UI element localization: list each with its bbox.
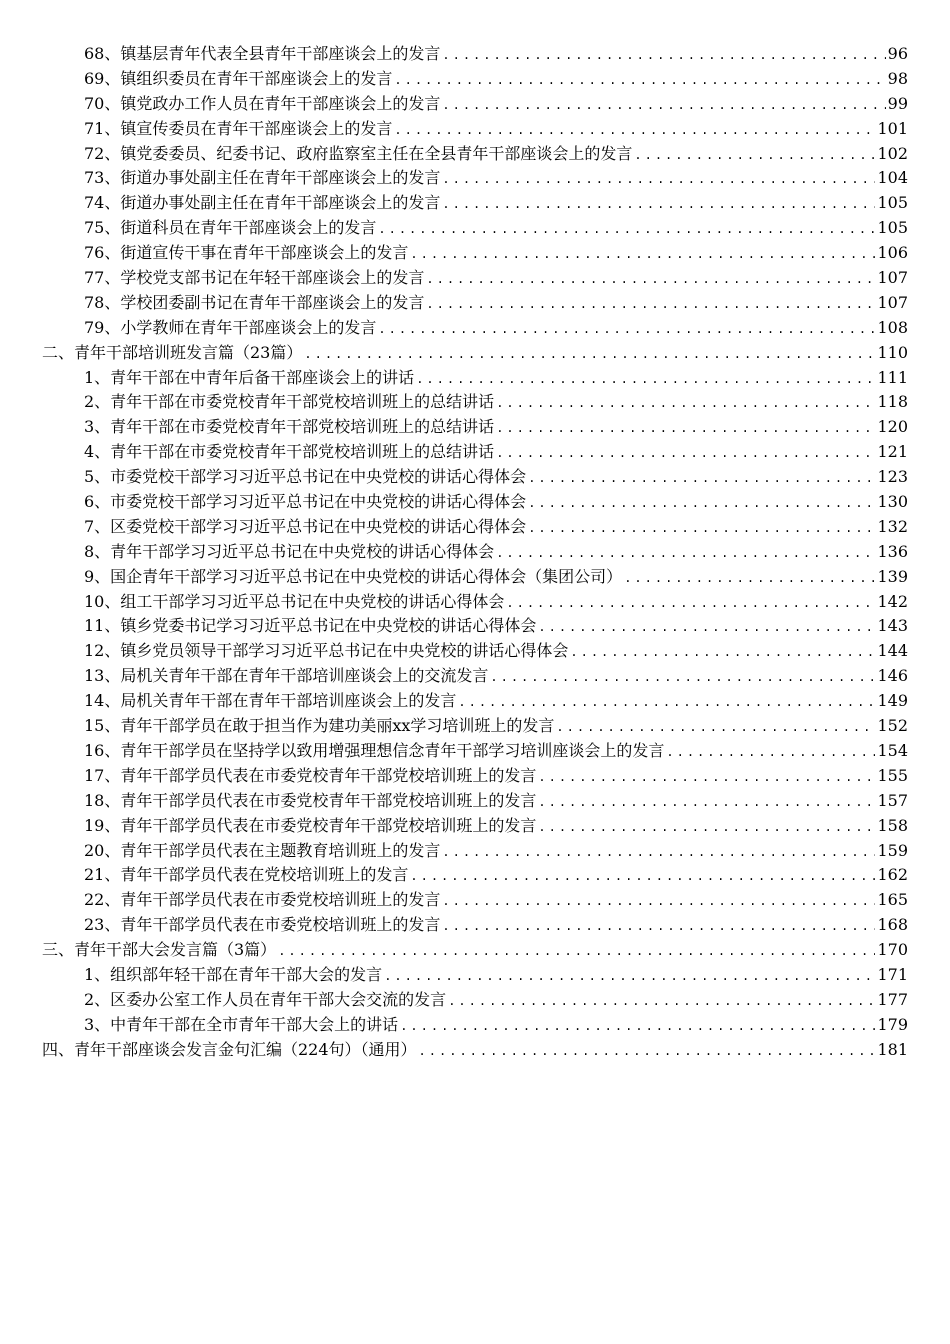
toc-entry-title: 12、镇乡党员领导干部学习习近平总书记在中央党校的讲话心得体会 [84, 641, 569, 661]
toc-entry[interactable] [42, 440, 908, 465]
toc-entry-title: 16、青年干部学员在坚持学以致用增强理想信念青年干部学习培训座谈会上的发言 [84, 740, 665, 760]
toc-entry[interactable] [42, 565, 908, 590]
toc-entry-title: 71、镇宣传委员在青年干部座谈会上的发言 [84, 118, 393, 138]
toc-entry-title: 5、市委党校干部学习习近平总书记在中央党校的讲话心得体会 [84, 467, 527, 487]
toc-entry-page-number: 179 [877, 1014, 908, 1034]
toc-entry[interactable] [42, 888, 908, 913]
toc-entry-title: 14、局机关青年干部在青年干部培训座谈会上的发言 [84, 691, 457, 711]
dot-leader [634, 143, 875, 168]
toc-entry-page-number: 121 [877, 442, 908, 462]
toc-entry-page-number: 99 [887, 93, 908, 113]
toc-entry-page-number: 110 [877, 342, 908, 362]
toc-entry-title: 19、青年干部学员代表在市委党校青年干部党校培训班上的发言 [84, 815, 537, 835]
toc-entry[interactable] [42, 366, 908, 391]
dot-leader [538, 615, 875, 640]
toc-entry-page-number: 107 [877, 268, 908, 288]
toc-entry-page-number: 136 [877, 541, 908, 561]
toc-entry-title: 1、青年干部在中青年后备干部座谈会上的讲话 [84, 367, 415, 387]
toc-entry-title: 69、镇组织委员在青年干部座谈会上的发言 [84, 68, 393, 88]
dot-leader [442, 167, 875, 192]
toc-entry-title: 76、街道宣传干事在青年干部座谈会上的发言 [84, 243, 409, 263]
dot-leader [304, 342, 875, 367]
toc-entry[interactable] [42, 614, 908, 639]
dot-leader [442, 889, 875, 914]
toc-section-entry[interactable] [42, 341, 908, 366]
toc-entry-page-number: 96 [887, 44, 908, 63]
dot-leader [419, 1039, 876, 1064]
dot-leader [442, 93, 885, 118]
dot-leader [426, 292, 875, 317]
toc-entry-page-number: 177 [877, 989, 908, 1009]
toc-entry[interactable] [42, 540, 908, 565]
toc-entry-title: 7、区委党校干部学习习近平总书记在中央党校的讲话心得体会 [84, 516, 527, 536]
dot-leader [624, 566, 875, 591]
toc-entry-page-number: 104 [877, 168, 908, 188]
toc-entry[interactable] [42, 390, 908, 415]
dot-leader [538, 815, 875, 840]
toc-entry-title: 78、学校团委副书记在青年干部座谈会上的发言 [84, 292, 425, 312]
toc-entry-page-number: 102 [877, 143, 908, 163]
dot-leader [416, 367, 875, 392]
dot-leader [506, 591, 875, 616]
toc-section-entry[interactable] [42, 938, 908, 963]
toc-entry[interactable] [42, 42, 908, 67]
toc-section-entry[interactable] [42, 1038, 908, 1063]
dot-leader [410, 864, 875, 889]
dot-leader [538, 765, 875, 790]
toc-entry-title: 11、镇乡党委书记学习习近平总书记在中央党校的讲话心得体会 [84, 616, 537, 636]
dot-leader [394, 68, 885, 93]
toc-entry[interactable] [42, 216, 908, 241]
toc-entry-page-number: 159 [877, 840, 908, 860]
dot-leader [490, 665, 875, 690]
toc-entry-title: 70、镇党政办工作人员在青年干部座谈会上的发言 [84, 93, 441, 113]
toc-entry-title: 72、镇党委委员、纪委书记、政府监察室主任在全县青年干部座谈会上的发言 [84, 143, 633, 163]
toc-entry[interactable] [42, 739, 908, 764]
toc-entry-page-number: 108 [877, 317, 908, 337]
toc-entry-title: 74、街道办事处副主任在青年干部座谈会上的发言 [84, 193, 441, 213]
toc-entry-title: 3、青年干部在市委党校青年干部党校培训班上的总结讲话 [84, 417, 495, 437]
dot-leader [538, 790, 875, 815]
toc-entry-page-number: 101 [877, 118, 908, 138]
toc-entry[interactable] [42, 142, 908, 167]
dot-leader [496, 441, 875, 466]
dot-leader [410, 242, 875, 267]
dot-leader [442, 914, 875, 939]
toc-entry-page-number: 132 [877, 516, 908, 536]
toc-entry[interactable] [42, 639, 908, 664]
toc-entry-title: 13、局机关青年干部在青年干部培训座谈会上的交流发言 [84, 666, 489, 686]
toc-entry[interactable] [42, 863, 908, 888]
toc-entry[interactable] [42, 191, 908, 216]
table-of-contents [42, 42, 908, 1063]
toc-entry-title: 23、青年干部学员代表在市委党校培训班上的发言 [84, 915, 441, 935]
toc-entry-title: 10、组工干部学习习近平总书记在中央党校的讲话心得体会 [84, 591, 505, 611]
toc-entry[interactable] [42, 664, 908, 689]
toc-entry-title: 77、学校党支部书记在年轻干部座谈会上的发言 [84, 268, 425, 288]
dot-leader [394, 118, 875, 143]
dot-leader [384, 964, 875, 989]
toc-entry[interactable] [42, 415, 908, 440]
toc-entry-page-number: 142 [877, 591, 908, 611]
toc-entry-title: 20、青年干部学员代表在主题教育培训班上的发言 [84, 840, 441, 860]
toc-entry-page-number: 158 [877, 815, 908, 835]
toc-entry-page-number: 106 [877, 243, 908, 263]
toc-entry[interactable] [42, 913, 908, 938]
dot-leader [426, 267, 875, 292]
toc-entry-title: 二、青年干部培训班发言篇（23篇） [42, 342, 303, 362]
toc-entry-page-number: 111 [877, 367, 908, 387]
toc-entry-page-number: 155 [877, 765, 908, 785]
toc-entry[interactable] [42, 963, 908, 988]
dot-leader [496, 416, 875, 441]
toc-entry-title: 8、青年干部学习习近平总书记在中央党校的讲话心得体会 [84, 541, 495, 561]
toc-entry-title: 21、青年干部学员代表在党校培训班上的发言 [84, 865, 409, 885]
toc-entry-page-number: 171 [877, 964, 908, 984]
dot-leader [528, 516, 875, 541]
toc-entry[interactable] [42, 714, 908, 739]
toc-entry-title: 9、国企青年干部学习习近平总书记在中央党校的讲话心得体会（集团公司） [84, 566, 623, 586]
toc-entry-page-number: 123 [877, 467, 908, 487]
toc-entry[interactable] [42, 266, 908, 291]
toc-entry-title: 73、街道办事处副主任在青年干部座谈会上的发言 [84, 168, 441, 188]
toc-entry[interactable] [42, 689, 908, 714]
toc-entry[interactable] [42, 814, 908, 839]
toc-entry-page-number: 107 [877, 292, 908, 312]
toc-entry-page-number: 146 [877, 666, 908, 686]
toc-entry-title: 2、青年干部在市委党校青年干部党校培训班上的总结讲话 [84, 392, 495, 412]
toc-entry-title: 4、青年干部在市委党校青年干部党校培训班上的总结讲话 [84, 442, 495, 462]
toc-entry-page-number: 120 [877, 417, 908, 437]
toc-entry[interactable] [42, 1013, 908, 1038]
toc-entry-page-number: 105 [877, 218, 908, 238]
dot-leader [666, 740, 875, 765]
toc-entry-page-number: 130 [877, 492, 908, 512]
toc-entry-title: 15、青年干部学员在敢于担当作为建功美丽xx学习培训班上的发言 [84, 716, 555, 736]
dot-leader [496, 541, 875, 566]
toc-entry-page-number: 144 [877, 641, 908, 661]
toc-entry[interactable] [42, 291, 908, 316]
dot-leader [528, 491, 875, 516]
toc-entry-title: 79、小学教师在青年干部座谈会上的发言 [84, 317, 377, 337]
toc-entry[interactable] [42, 764, 908, 789]
toc-entry-title: 68、镇基层青年代表全县青年干部座谈会上的发言 [84, 44, 441, 63]
toc-entry-title: 三、青年干部大会发言篇（3篇） [42, 940, 277, 960]
toc-entry-title: 75、街道科员在青年干部座谈会上的发言 [84, 218, 377, 238]
dot-leader [400, 1014, 875, 1039]
toc-entry-page-number: 168 [877, 915, 908, 935]
toc-entry-title: 6、市委党校干部学习习近平总书记在中央党校的讲话心得体会 [84, 492, 527, 512]
toc-entry-page-number: 143 [877, 616, 908, 636]
dot-leader [528, 466, 875, 491]
toc-entry[interactable] [42, 988, 908, 1013]
toc-entry[interactable] [42, 117, 908, 142]
dot-leader [378, 217, 875, 242]
dot-leader [496, 391, 875, 416]
toc-entry-page-number: 170 [877, 940, 908, 960]
dot-leader [278, 939, 875, 964]
toc-entry[interactable] [42, 839, 908, 864]
toc-entry-page-number: 118 [877, 392, 908, 412]
toc-entry[interactable] [42, 67, 908, 92]
toc-entry-title: 3、中青年干部在全市青年干部大会上的讲话 [84, 1014, 399, 1034]
toc-entry-title: 四、青年干部座谈会发言金句汇编（224句）（通用） [42, 1039, 417, 1059]
dot-leader [458, 690, 875, 715]
toc-entry[interactable] [42, 590, 908, 615]
toc-entry-page-number: 152 [877, 716, 908, 736]
toc-entry-page-number: 181 [877, 1039, 908, 1059]
toc-entry-page-number: 149 [877, 691, 908, 711]
dot-leader [442, 192, 875, 217]
toc-entry[interactable] [42, 166, 908, 191]
toc-entry-page-number: 98 [887, 68, 908, 88]
toc-entry[interactable] [42, 92, 908, 117]
toc-entry-page-number: 139 [877, 566, 908, 586]
toc-entry[interactable] [42, 789, 908, 814]
dot-leader [556, 715, 875, 740]
toc-entry[interactable] [42, 316, 908, 341]
dot-leader [570, 640, 875, 665]
dot-leader [442, 43, 885, 68]
toc-entry-title: 22、青年干部学员代表在市委党校培训班上的发言 [84, 890, 441, 910]
toc-entry[interactable] [42, 241, 908, 266]
toc-entry-page-number: 165 [877, 890, 908, 910]
toc-entry[interactable] [42, 490, 908, 515]
toc-entry-page-number: 154 [877, 740, 908, 760]
toc-entry-title: 17、青年干部学员代表在市委党校青年干部党校培训班上的发言 [84, 765, 537, 785]
toc-entry[interactable] [42, 465, 908, 490]
dot-leader [442, 840, 875, 865]
toc-entry-page-number: 157 [877, 790, 908, 810]
toc-entry-title: 2、区委办公室工作人员在青年干部大会交流的发言 [84, 989, 447, 1009]
toc-entry-page-number: 105 [877, 193, 908, 213]
dot-leader [378, 317, 875, 342]
toc-entry-title: 18、青年干部学员代表在市委党校青年干部党校培训班上的发言 [84, 790, 537, 810]
toc-entry-title: 1、组织部年轻干部在青年干部大会的发言 [84, 964, 383, 984]
toc-entry[interactable] [42, 515, 908, 540]
toc-entry-page-number: 162 [877, 865, 908, 885]
dot-leader [448, 989, 875, 1014]
